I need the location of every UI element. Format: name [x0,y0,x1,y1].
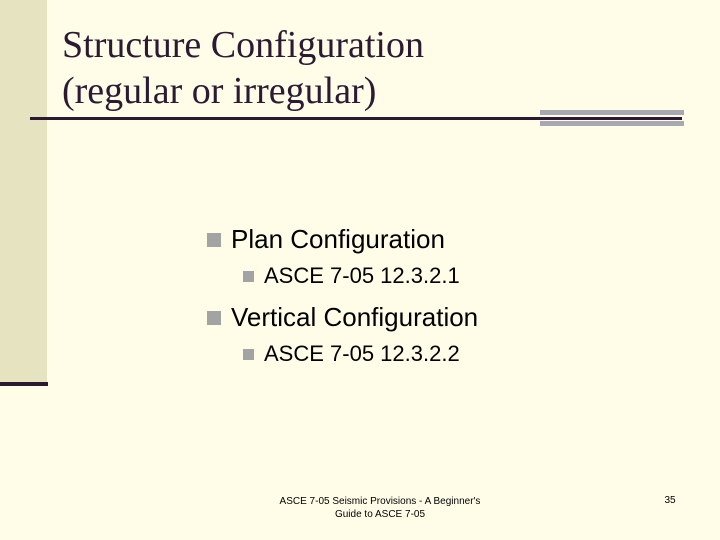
sub-bullet-label: ASCE 7-05 12.3.2.2 [264,341,460,366]
title-line-2: (regular or irregular) [62,70,377,112]
sub-bullet-vertical-reference [243,341,460,367]
footer-line-2: Guide to ASCE 7-05 [334,509,426,520]
slide-footer [270,495,490,521]
slide-title [62,22,532,114]
bullet-label: Vertical Configuration [231,302,479,332]
title-accent-bars [540,110,684,126]
square-bullet-icon [207,233,221,247]
bullet-label: Plan Configuration [231,224,445,254]
square-bullet-icon [243,271,254,282]
left-sidebar-band [0,0,47,383]
square-bullet-icon [243,349,254,360]
page-number: 35 [664,495,676,506]
bullet-plan-configuration [207,224,445,255]
title-line-1: Structure Configuration [62,24,424,66]
sub-bullet-label: ASCE 7-05 12.3.2.1 [264,263,460,288]
accent-bar-bottom [540,121,684,126]
footer-line-1: ASCE 7-05 Seismic Provisions - A Beginner's [279,496,481,507]
bullet-vertical-configuration [207,302,478,333]
sub-bullet-plan-reference [243,263,460,289]
square-bullet-icon [207,311,221,325]
sidebar-base-line [0,382,48,386]
accent-bar-top [540,110,684,115]
